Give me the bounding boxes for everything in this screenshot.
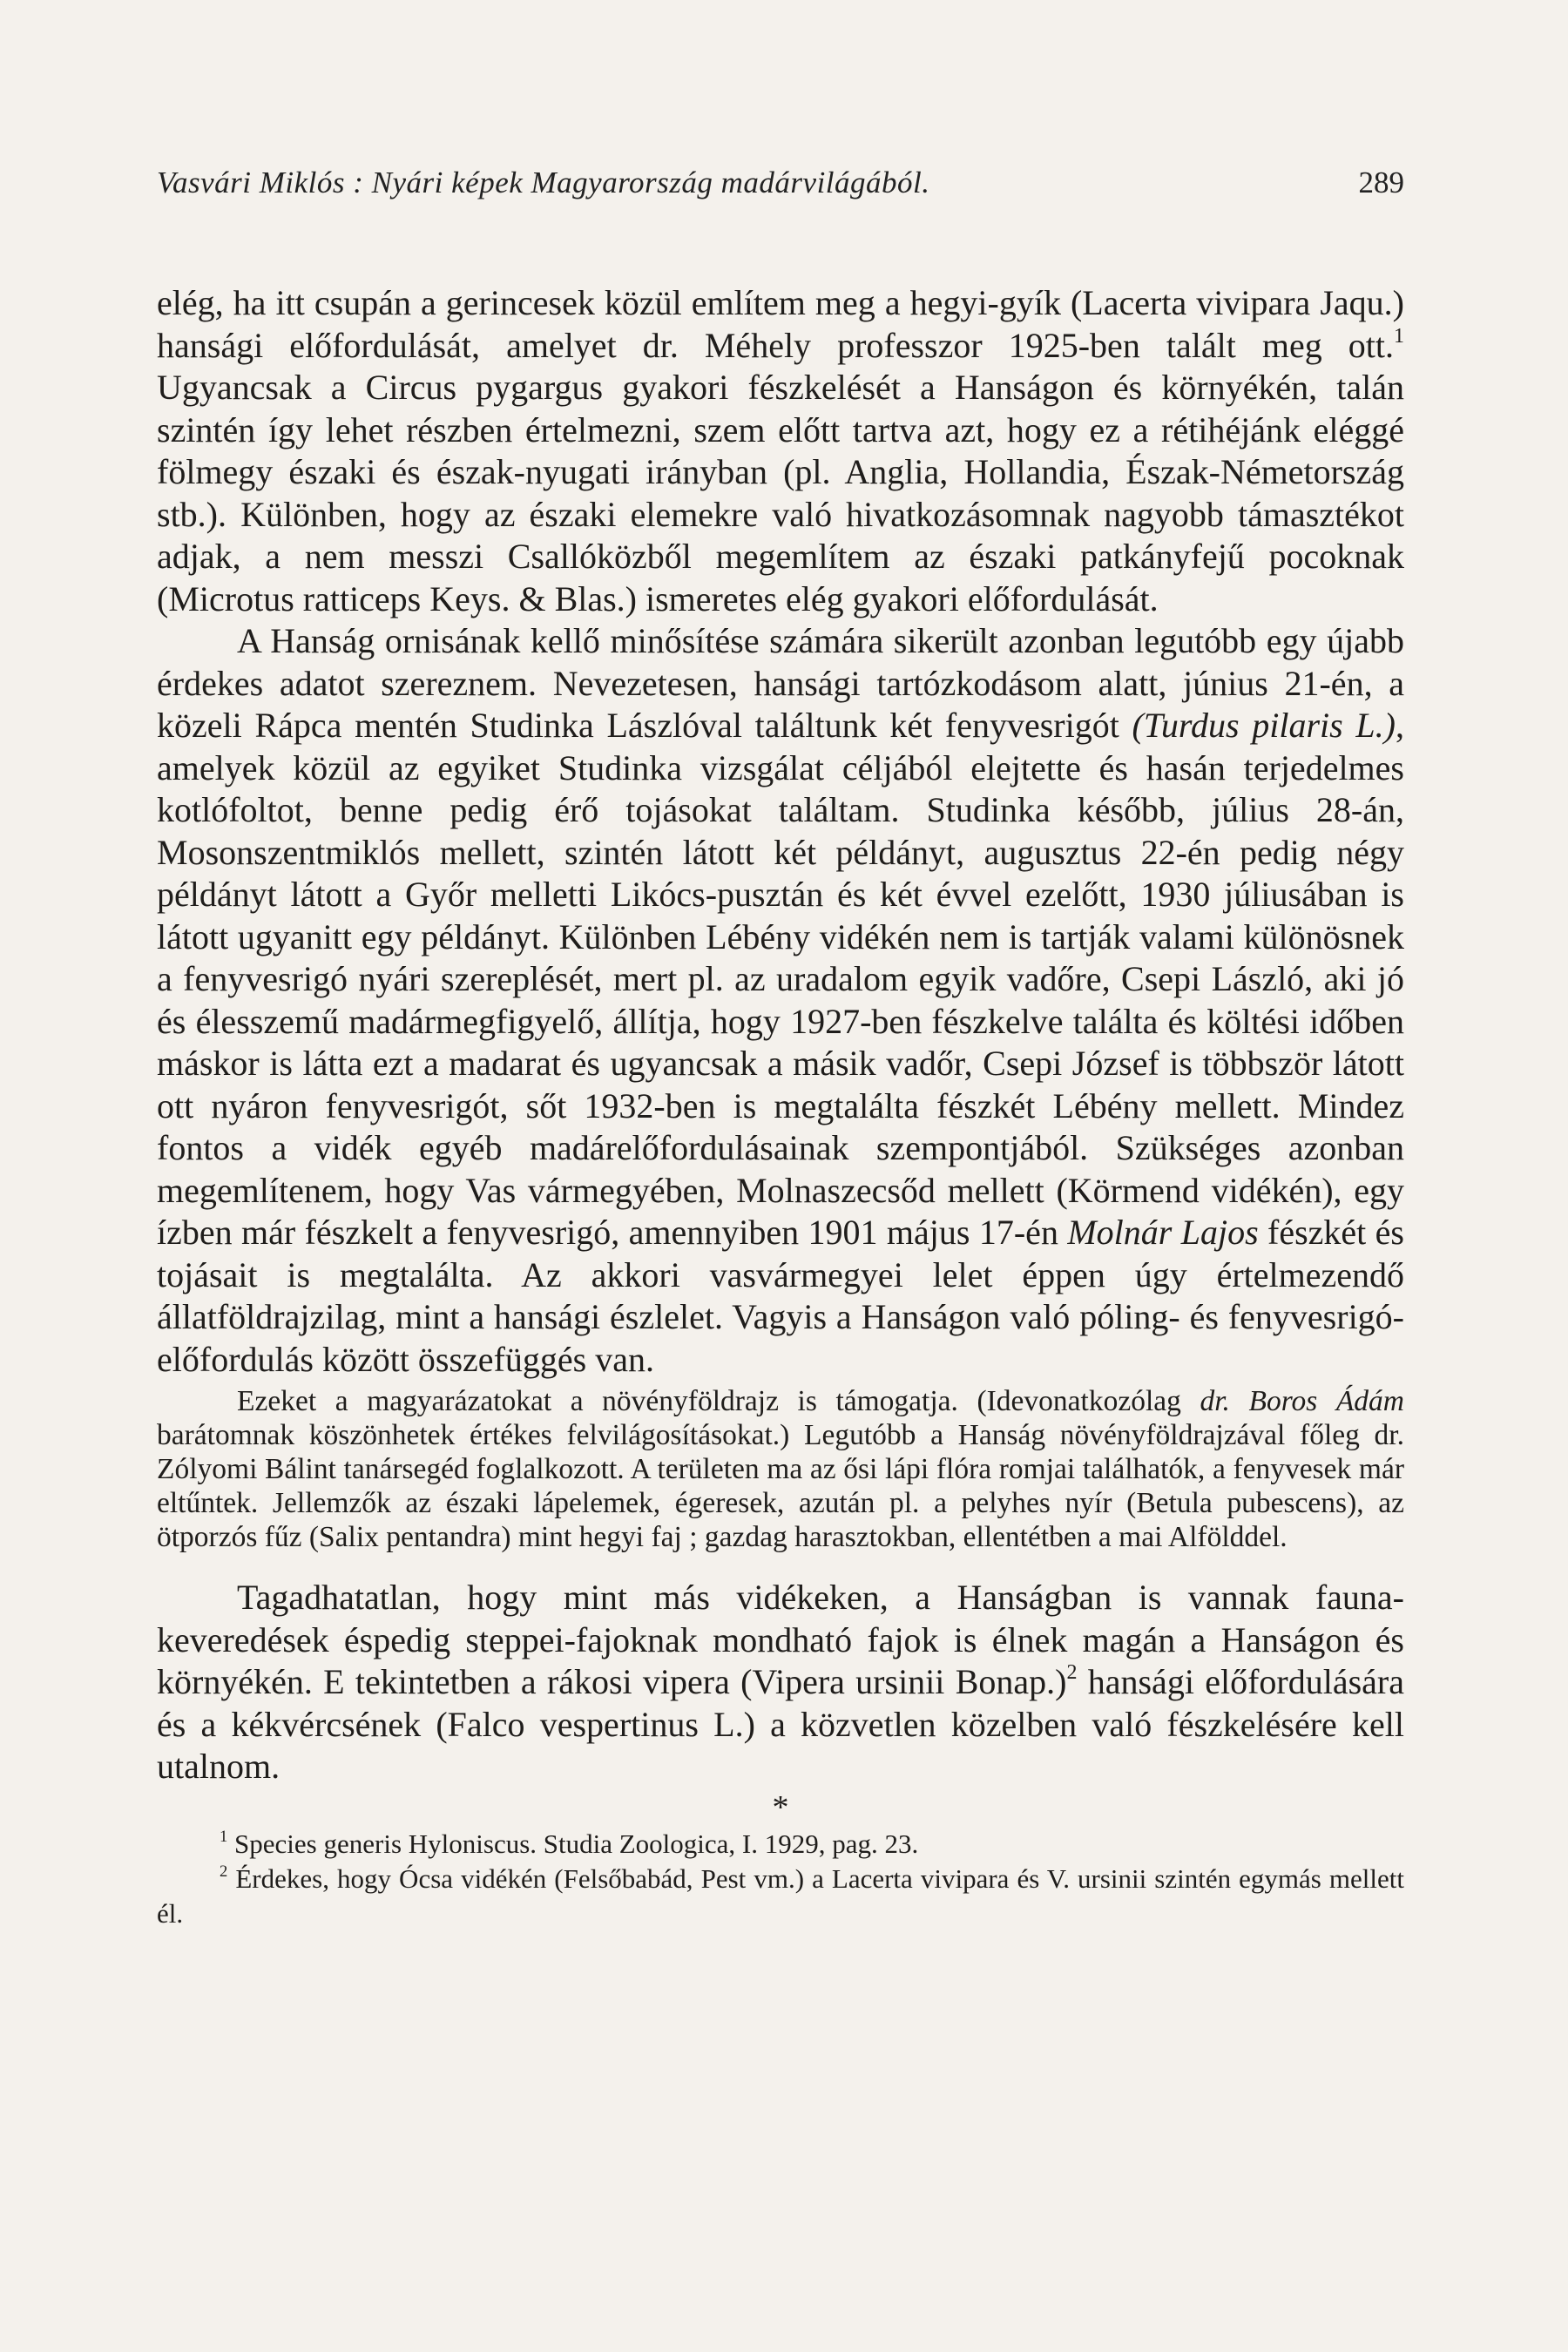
small-print-space <box>1230 1385 1249 1417</box>
footnote-2-number: 2 <box>220 1862 228 1881</box>
footnote-2 <box>157 1862 1404 1931</box>
footnote-1 <box>157 1827 1404 1862</box>
person-name-molnar: Molnár Lajos <box>1067 1213 1259 1252</box>
page-number: 289 <box>1358 166 1404 199</box>
footnote-ref-1: 1 <box>1394 324 1404 348</box>
footnotes <box>157 1827 1404 1931</box>
footnote-1-number: 1 <box>220 1827 228 1846</box>
small-print-text-a: Ezeket a magyarázatokat a növényföldrajz is támogatja. (Idevonatkozólag <box>237 1385 1200 1417</box>
species-name-turdus: (Turdus pilaris L.) <box>1132 706 1396 745</box>
paragraph-3 <box>157 1577 1404 1788</box>
paragraph-2 <box>157 620 1404 1381</box>
paragraph-1-text-a: elég, ha itt csupán a gerincesek közül említem meg a hegyi-gyík (Lacerta vivipara Jaqu.) hansági előfordulását, amelyet dr. Méhely professzor 1925-ben talált meg ott. <box>157 283 1404 365</box>
paragraph-2-text-a: A Hanság ornisának kellő minősítése számára sikerült azonban legutóbb egy újabb érdekes adatot szereznem. Nevezetesen, hansági tartózkodásom alatt, június 21-én, a közeli Rápca mentén Studinka Lászlóval találtunk két fenyvesrigót <box>157 621 1404 745</box>
running-head: Vasvári Miklós : Nyári képek Magyarország madárvilágából. <box>157 166 930 199</box>
paragraph-3-text-a: Tagadhatatlan, hogy mint más vidékeken, a Hanságban is vannak fauna-keveredések éspedig steppei-fajoknak mondható fajok is élnek magán a Hanságon és környékén. E tekintetben a rákosi vipera (Vipera ursinii Bonap.) <box>157 1578 1404 1701</box>
small-print-dr: dr. <box>1200 1385 1230 1417</box>
paragraph-3-text-b: hansági előfordulására és a kékvércsének (Falco vespertinus L.) a közvetlen közelben való fészkelésére kell utalnom. <box>157 1662 1404 1786</box>
footnote-2-text: Érdekes, hogy Ócsa vidékén (Felsőbabád, Pest vm.) a Lacerta vivipara és V. ursinii szintén egymás mellett él. <box>157 1862 1404 1929</box>
paragraph-2-text-b: , amelyek közül az egyiket Studinka vizsgálat céljából elejtette és hasán terjedelmes kotlófoltot, benne pedig érő tojásokat találtam. Studinka később, július 28-án, Mosonszentmiklós mellett, szintén látott két példányt, augusztus 22-én pedig négy példányt látott a Győr melletti Likócs-pusztán és két évvel ezelőtt, 1930 júliusában is látott ugyanitt egy példányt. Különben Lébény vidékén nem is tartják valami különösnek a fenyvesrigó nyári szereplését, mert pl. az uradalom egyik vadőre, Csepi László, aki jó és élesszemű madármegfigyelő, állítja, hogy 1927-ben fészkelve találta és költési időben máskor is látta ezt a madarat és ugyancsak a másik vadőr, Csepi József is többször látott ott nyáron fenyvesrigót, sőt 1932-ben is megtalálta fészkét Lébény mellett. Mindez fontos a vidék egyéb madárelőfordulásainak szempontjából. Szükséges azonban megemlítenem, hogy Vas vármegyében, Molnaszecsőd mellett (Körmend vidékén), egy ízben már fészkelt a fenyvesrigó, amennyiben 1901 május 17-én <box>157 706 1405 1252</box>
small-print-name: Boros Ádám <box>1248 1385 1405 1417</box>
paragraph-1 <box>157 282 1404 620</box>
footnote-1-text: Species generis Hyloniscus. Studia Zoologica, I. 1929, pag. 23. <box>227 1828 919 1859</box>
small-print-text-b: barátomnak köszönhetek értékes felvilágosításokat.) Legutóbb a Hanság növényföldrajzával főleg dr. Zólyomi Bálint tanársegéd foglalkozott. A területen ma az ősi lápi flóra romjai találhatók, a fenyvesek már eltűntek. Jellemzők az északi lápelemek, égeresek, azután pl. a pelyhes nyír (Betula pubescens), az ötporzós fűz (Salix pentandra) mint hegyi faj ; gazdag harasztokban, ellentétben a mai Alfölddel. <box>157 1419 1404 1553</box>
paragraph-2-text-c: fészkét és tojásait is megtalálta. Az akkori vasvármegyei lelet éppen úgy értelmezendő állatföldrajzilag, mint a hansági észlelet. Vagyis a Hanságon való póling- és fenyvesrigó-előfordulás között összefüggés van. <box>157 1213 1404 1379</box>
section-asterisk: * <box>772 1788 789 1826</box>
small-print-paragraph <box>157 1384 1404 1554</box>
main-text <box>157 282 1404 1931</box>
page-header <box>0 166 1404 218</box>
footnote-ref-2: 2 <box>1066 1661 1078 1685</box>
paragraph-1-text-b: Ugyancsak a Circus pygargus gyakori fészkelését a Hanságon és környékén, talán szintén így lehet részben értelmezni, szem előtt tartva azt, hogy ez a rétihéjánk eléggé fölmegy északi és észak-nyugati irányban (pl. Anglia, Hollandia, Észak-Németország stb.). Különben, hogy az északi elemekre való hivatkozásomnak nagyobb támasztékot adjak, a nem messzi Csallóközből megemlítem az északi patkányfejű pocoknak (Microtus ratticeps Keys. & Blas.) ismeretes elég gyakori előfordulását. <box>157 368 1404 618</box>
